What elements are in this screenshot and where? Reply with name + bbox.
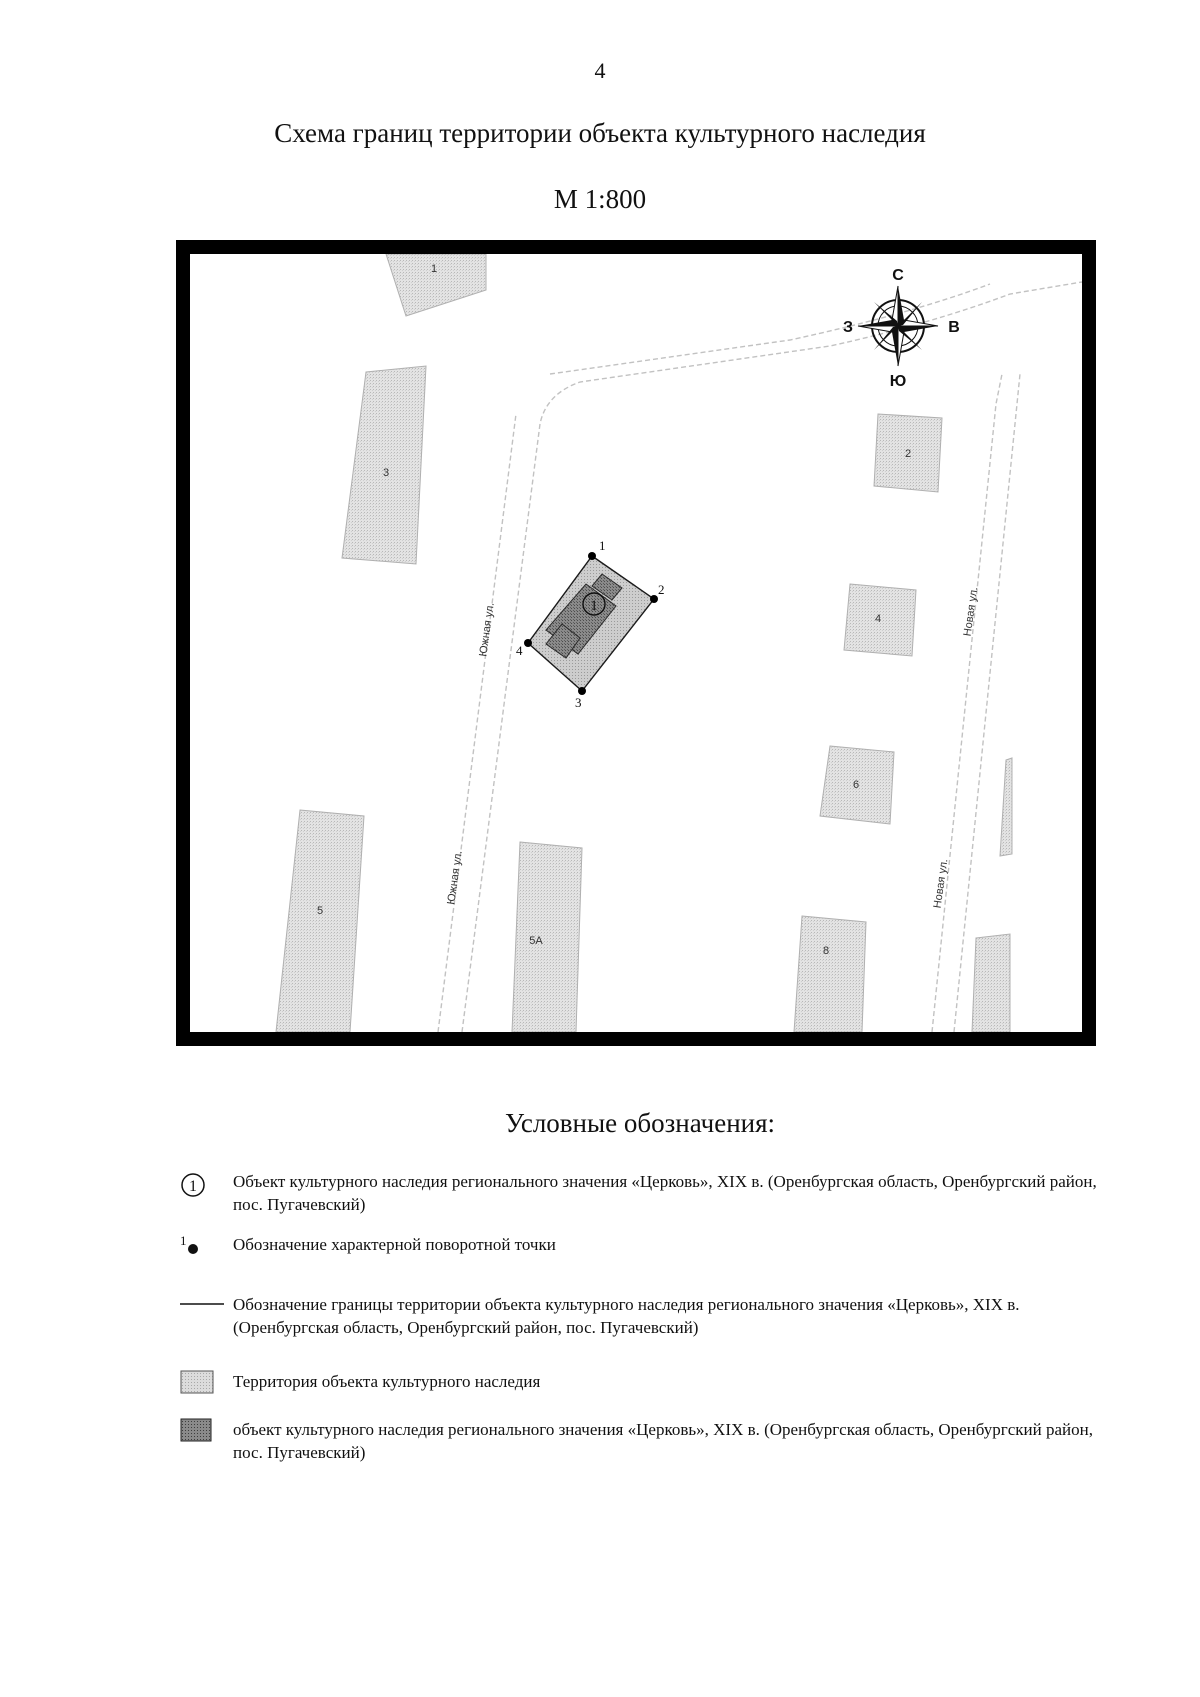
building-label-5a: 5А [529, 935, 543, 947]
compass-north: С [892, 267, 904, 284]
compass-south: Ю [889, 373, 907, 390]
building-3 [342, 366, 426, 564]
building-label-8: 8 [822, 945, 830, 957]
legend-line-icon [176, 1293, 226, 1333]
map-scale: М 1:800 [553, 184, 647, 214]
turning-point-label-3: 3 [575, 695, 582, 710]
building-label-5: 5 [316, 905, 324, 917]
building-label-4: 4 [874, 613, 882, 625]
building-6 [820, 746, 894, 824]
legend-territory-fill-icon [176, 1370, 226, 1410]
building-2 [874, 414, 942, 492]
legend-point-number: 1 [180, 1233, 187, 1248]
compass-west: З [842, 319, 854, 336]
street-edge [932, 374, 1002, 1032]
building-5 [276, 810, 364, 1032]
page-number: 4 [594, 58, 606, 83]
legend-circle-number: 1 [189, 1178, 197, 1195]
legend-point-icon [176, 1233, 226, 1273]
street-edge [438, 414, 516, 1032]
compass-east: В [948, 319, 960, 336]
building-label-3: 3 [382, 467, 390, 479]
street-label-yuzhnaya-lower: Южная ул. [445, 849, 465, 906]
building-1 [386, 254, 486, 316]
legend-text-object-fill: объект культурного наследия регионального значения «Церковь», XIX в. (Оренбургская область, Оренбургский район, пос. Пугачевский) [233, 1420, 1093, 1462]
building-label-6: 6 [852, 779, 860, 791]
legend-title: Условные обозначения: [504, 1108, 776, 1138]
legend-item-object-fill [176, 1418, 1136, 1468]
legend-circle-number-icon [176, 1170, 226, 1210]
legend-text-territory: Территория объекта культурного наследия [233, 1372, 541, 1391]
building-8 [794, 916, 866, 1032]
compass-rose [843, 267, 960, 390]
document-title: Схема границ территории объекта культурного наследия [274, 118, 926, 148]
legend-item-territory [176, 1370, 1136, 1420]
turning-point-label-4: 4 [516, 643, 523, 658]
legend-text-boundary-line: Обозначение границы территории объекта культурного наследия регионального значения «Церковь», XIX в. (Оренбургская область, Оренбургский район, пос. Пугачевский) [233, 1295, 1020, 1337]
building-4 [844, 584, 916, 656]
street-label-yuzhnaya-upper: Южная ул. [477, 601, 497, 658]
turning-point-4 [524, 639, 532, 647]
legend-object-fill-icon [176, 1418, 226, 1458]
heritage-territory [516, 538, 665, 710]
turning-point-1 [588, 552, 596, 560]
turning-point-3 [578, 687, 586, 695]
turning-point-2 [650, 595, 658, 603]
building-label-2: 2 [904, 448, 912, 460]
legend-text-turning-point: Обозначение характерной поворотной точки [233, 1235, 556, 1254]
map-canvas [190, 254, 1082, 1032]
legend-item-boundary-line [176, 1293, 1136, 1343]
buildings [276, 254, 1012, 1032]
street-label-novaya-lower: Новая ул. [931, 858, 951, 910]
turning-point-label-2: 2 [658, 582, 665, 597]
building-5a [512, 842, 582, 1032]
legend-item-turning-point [176, 1233, 1136, 1283]
legend-item-object [176, 1170, 1136, 1220]
street-label-novaya-upper: Новая ул. [961, 586, 981, 638]
map-frame [176, 240, 1096, 1046]
street-edge [954, 374, 1020, 1032]
legend-text-object: Объект культурного наследия регионального значения «Церковь», XIX в. (Оренбургская область, Оренбургский район, пос. Пугачевский) [233, 1172, 1097, 1214]
building-edge-right-mid [1000, 758, 1012, 856]
object-marker-number: 1 [590, 598, 598, 614]
building-label-1: 1 [430, 263, 438, 275]
turning-point-label-1: 1 [599, 538, 606, 553]
building-edge-right-lower [972, 934, 1010, 1032]
